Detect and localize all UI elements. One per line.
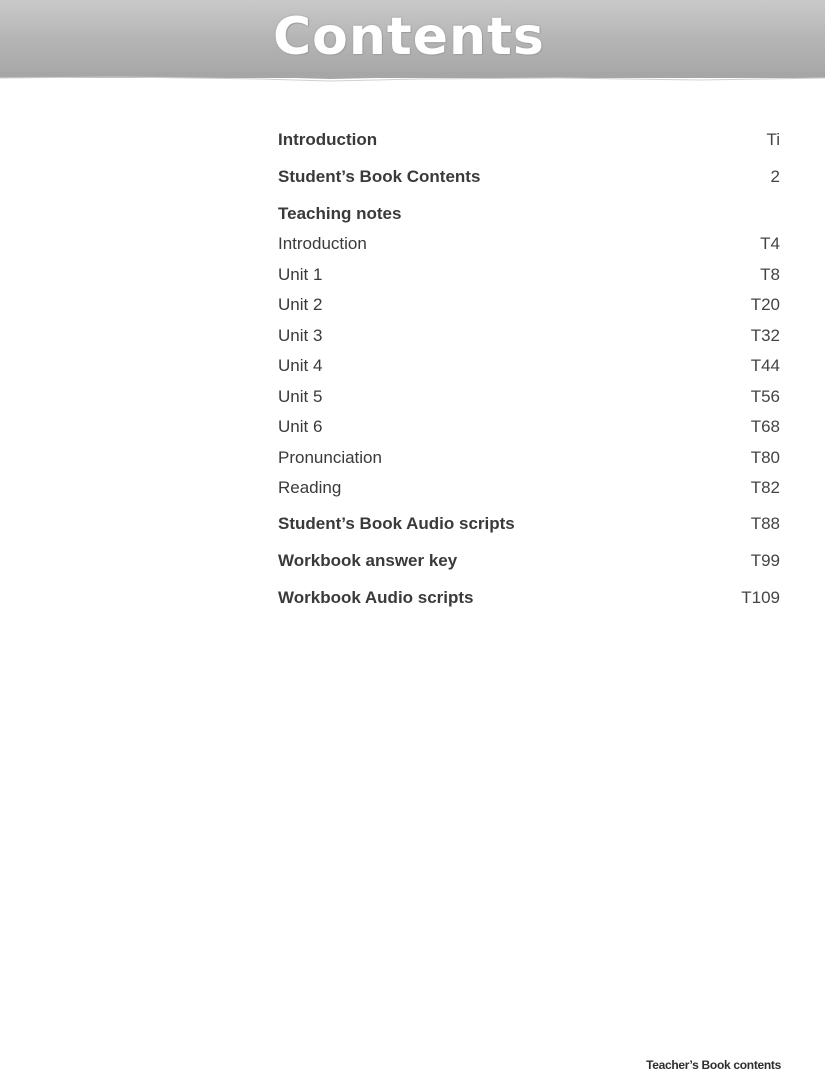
toc-entry-page: T56 bbox=[750, 387, 780, 406]
toc-entry-label: Unit 6 bbox=[278, 417, 323, 436]
toc-entry-workbook-answer-key[interactable] bbox=[278, 549, 780, 573]
toc-entry-page: T20 bbox=[750, 295, 780, 314]
toc-entry-page: 2 bbox=[770, 167, 780, 186]
toc-entry-introduction[interactable] bbox=[278, 128, 780, 152]
toc-entry-page: T32 bbox=[750, 326, 780, 345]
toc-entry-label: Reading bbox=[278, 478, 342, 497]
toc-entry-label: Unit 5 bbox=[278, 387, 323, 406]
page-footer: Teacher’s Book contents bbox=[646, 1058, 781, 1072]
toc-entry-label: Workbook Audio scripts bbox=[278, 588, 474, 607]
toc-entry-label: Unit 3 bbox=[278, 326, 323, 345]
toc-entry-label: Student’s Book Audio scripts bbox=[278, 514, 515, 533]
toc-entry-page: T80 bbox=[750, 448, 780, 467]
toc-entry-workbook-audio-scripts[interactable] bbox=[278, 586, 780, 610]
toc-entry-unit-2[interactable] bbox=[278, 293, 780, 317]
toc-entry-page: T8 bbox=[760, 265, 780, 284]
toc-entry-unit-6[interactable] bbox=[278, 415, 780, 439]
toc-entry-teaching-introduction[interactable] bbox=[278, 232, 780, 256]
toc-entry-label: Unit 1 bbox=[278, 265, 323, 284]
toc-entry-label: Introduction bbox=[278, 130, 378, 149]
toc-entry-unit-5[interactable] bbox=[278, 385, 780, 409]
toc-entry-label: Unit 4 bbox=[278, 356, 323, 375]
toc-entry-page: T4 bbox=[760, 234, 780, 253]
toc-entry-pronunciation[interactable] bbox=[278, 446, 780, 470]
header-edge bbox=[0, 72, 825, 86]
toc-entry-page: T109 bbox=[741, 588, 780, 607]
toc-entry-label: Workbook answer key bbox=[278, 551, 458, 570]
toc-entry-label: Pronunciation bbox=[278, 448, 382, 467]
toc-entry-label: Introduction bbox=[278, 234, 367, 253]
toc-entry-unit-3[interactable] bbox=[278, 324, 780, 348]
toc-entry-reading[interactable] bbox=[278, 476, 780, 500]
page-title: Contents bbox=[273, 7, 545, 67]
toc-entry-page: T44 bbox=[750, 356, 780, 375]
toc-entry-page: T99 bbox=[750, 551, 780, 570]
toc-entry-page: T68 bbox=[750, 417, 780, 436]
toc-entry-page: T88 bbox=[750, 514, 780, 533]
toc-section-teaching-notes bbox=[278, 202, 780, 226]
toc-entry-students-book-contents[interactable] bbox=[278, 165, 780, 189]
toc-section-heading: Teaching notes bbox=[278, 204, 402, 223]
toc-entry-page: Ti bbox=[766, 130, 780, 149]
toc-entry-label: Student’s Book Contents bbox=[278, 167, 481, 186]
toc-entry-unit-4[interactable] bbox=[278, 354, 780, 378]
toc-entry-page: T82 bbox=[750, 478, 780, 497]
toc-entry-students-book-audio-scripts[interactable] bbox=[278, 512, 780, 536]
toc-entry-unit-1[interactable] bbox=[278, 263, 780, 287]
toc-entry-label: Unit 2 bbox=[278, 295, 323, 314]
